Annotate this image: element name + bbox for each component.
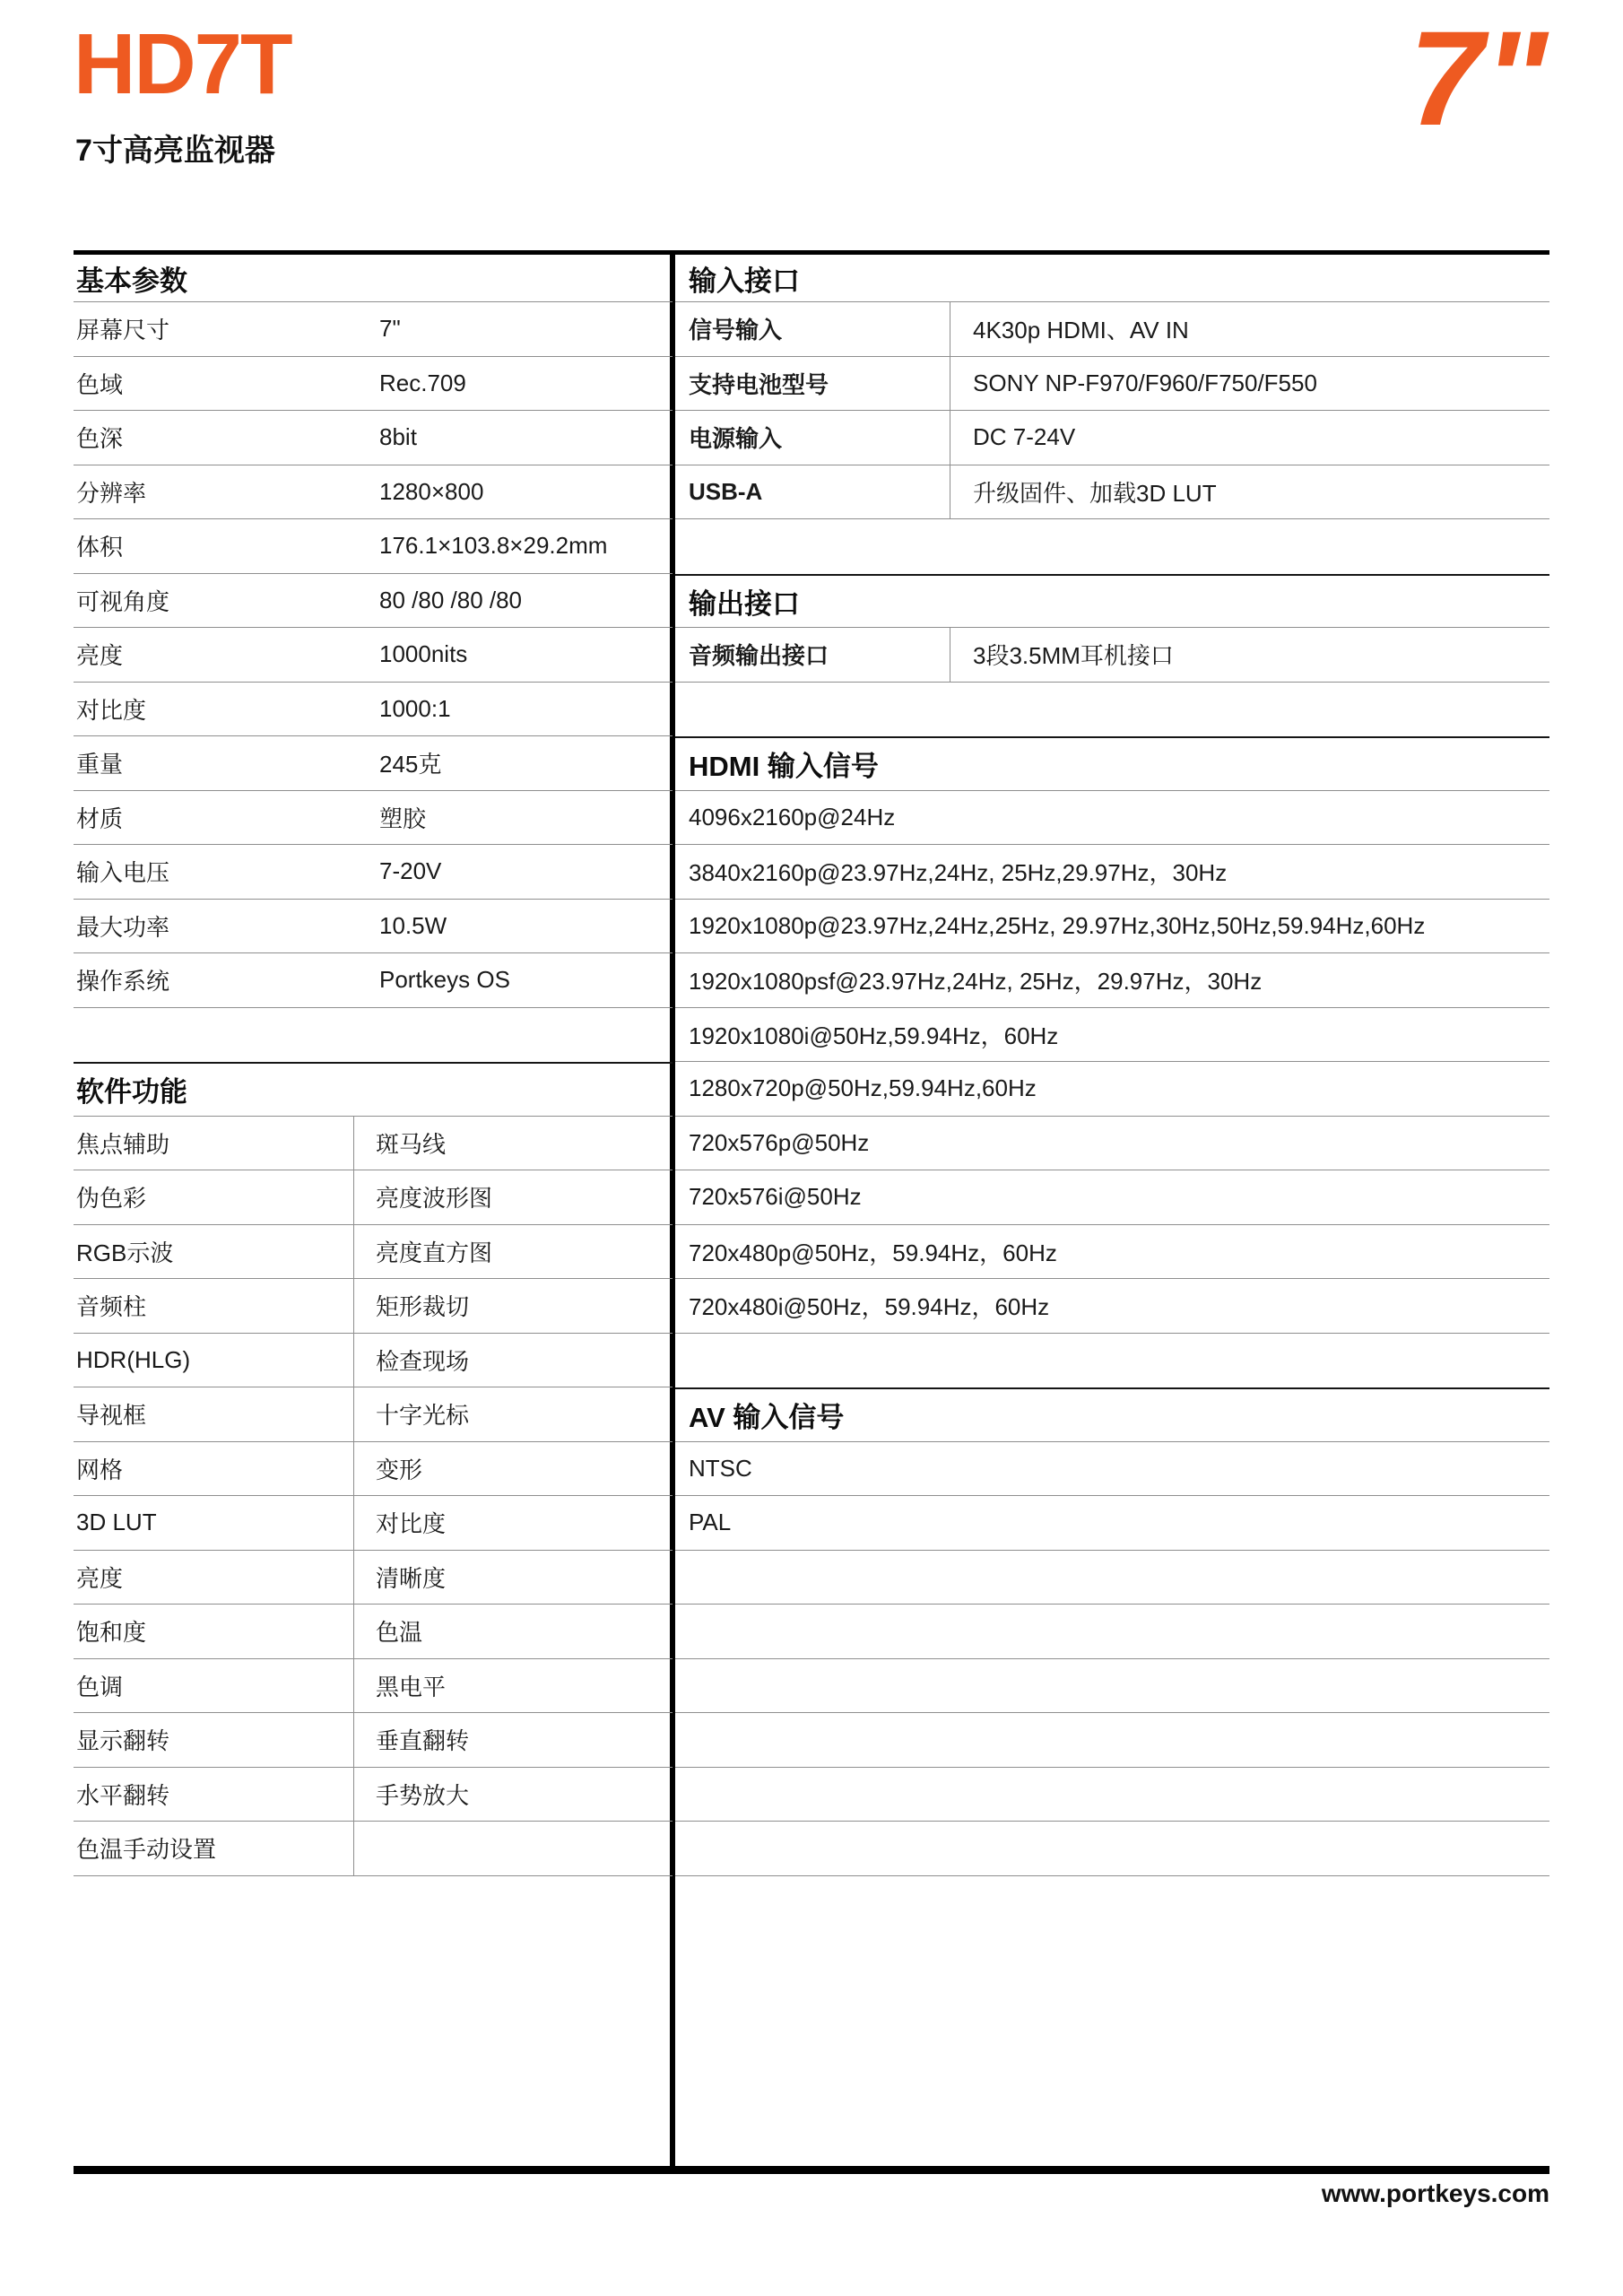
feature-col2: 手势放大 xyxy=(376,1781,470,1809)
feature-col1: 色调 xyxy=(74,1659,354,1713)
feature-col2: 亮度直方图 xyxy=(376,1239,493,1266)
spec-value: Rec.709 xyxy=(379,369,466,396)
empty-row xyxy=(675,519,1549,574)
spec-value: 1280×800 xyxy=(379,477,484,505)
table-row xyxy=(74,465,673,520)
spec-value: 塑胶 xyxy=(379,804,427,832)
spec-label: 色深 xyxy=(76,425,124,453)
hdmi-signal: 720x480i@50Hz，59.94Hz，60Hz xyxy=(689,1293,1050,1321)
table-row xyxy=(675,845,1549,900)
port-label: 音频输出接口 xyxy=(675,628,950,682)
port-value: 3段3.5MM耳机接口 xyxy=(973,642,1174,670)
feature-col1: 音频柱 xyxy=(74,1279,354,1333)
av-signal: PAL xyxy=(689,1509,732,1536)
spec-value: 80 /80 /80 /80 xyxy=(379,586,523,613)
product-model: HD7T xyxy=(74,16,291,112)
output-ports-header-row xyxy=(675,574,1549,629)
spec-label: 体积 xyxy=(76,534,124,561)
feature-col2: 检查现场 xyxy=(376,1347,470,1375)
table-row xyxy=(74,1822,673,1876)
table-row xyxy=(74,791,673,846)
left-column xyxy=(74,255,673,1876)
table-row xyxy=(74,900,673,954)
table-row xyxy=(675,791,1549,846)
software-header-row xyxy=(74,1062,673,1117)
table-row xyxy=(74,1442,673,1497)
hdmi-signal: 720x576p@50Hz xyxy=(689,1128,870,1156)
table-row xyxy=(74,628,673,683)
feature-col1: 显示翻转 xyxy=(74,1713,354,1767)
av-signals-header: AV 输入信号 xyxy=(689,1402,845,1434)
port-value: 升级固件、加载3D LUT xyxy=(973,479,1217,507)
spec-value: 1000:1 xyxy=(379,694,451,722)
hdmi-signal: 3840x2160p@23.97Hz,24Hz, 25Hz,29.97Hz，30Hz xyxy=(689,859,1228,887)
port-value: SONY NP-F970/F960/F750/F550 xyxy=(973,369,1317,396)
spec-value: 1000nits xyxy=(379,640,468,668)
input-ports-header-row xyxy=(675,255,1549,302)
table-row xyxy=(74,1605,673,1659)
feature-col2: 斑马线 xyxy=(376,1130,447,1158)
feature-col2: 清晰度 xyxy=(376,1564,447,1592)
table-row xyxy=(675,628,1549,683)
feature-col2: 垂直翻转 xyxy=(376,1727,470,1755)
feature-col1: 3D LUT xyxy=(74,1496,354,1550)
spec-label: 可视角度 xyxy=(76,587,170,615)
table-row xyxy=(74,1170,673,1225)
hdmi-signal: 1920x1080i@50Hz,59.94Hz，60Hz xyxy=(689,1022,1059,1049)
product-subtitle: 7寸高亮监视器 xyxy=(75,134,275,168)
bottom-rule xyxy=(74,2166,1549,2174)
table-row xyxy=(74,1496,673,1551)
table-row xyxy=(74,1713,673,1768)
feature-col1: 网格 xyxy=(74,1442,354,1496)
software-header: 软件功能 xyxy=(76,1076,187,1109)
feature-col2: 十字光标 xyxy=(376,1402,470,1430)
spec-label: 输入电压 xyxy=(76,859,170,887)
table-row xyxy=(74,574,673,629)
spec-value: 7-20V xyxy=(379,857,442,885)
feature-col2: 色温 xyxy=(376,1619,423,1647)
feature-col1: 色温手动设置 xyxy=(74,1822,354,1875)
empty-row xyxy=(675,1713,1549,1768)
table-row xyxy=(675,302,1549,357)
hdmi-signal: 4096x2160p@24Hz xyxy=(689,803,896,831)
table-row xyxy=(675,1225,1549,1280)
empty-row xyxy=(675,1605,1549,1659)
table-row xyxy=(74,1225,673,1280)
table-row xyxy=(74,1768,673,1822)
hdmi-signals-header-row xyxy=(675,736,1549,791)
port-value: DC 7-24V xyxy=(973,423,1076,451)
empty-row xyxy=(675,1334,1549,1388)
feature-col1: RGB示波 xyxy=(74,1225,354,1279)
spec-label: 亮度 xyxy=(76,642,124,670)
empty-row xyxy=(675,1551,1549,1605)
table-row xyxy=(675,1279,1549,1334)
table-row xyxy=(74,683,673,737)
website-url: www.portkeys.com xyxy=(1321,2179,1549,2207)
table-row xyxy=(675,1170,1549,1225)
spec-label: 对比度 xyxy=(76,696,147,724)
spec-label: 屏幕尺寸 xyxy=(76,317,170,344)
table-row xyxy=(74,1387,673,1442)
av-signal: NTSC xyxy=(689,1454,752,1482)
hdmi-signal: 720x480p@50Hz，59.94Hz，60Hz xyxy=(689,1239,1057,1266)
table-row xyxy=(74,1551,673,1605)
feature-col1: HDR(HLG) xyxy=(74,1334,354,1387)
table-row xyxy=(74,845,673,900)
feature-col2: 亮度波形图 xyxy=(376,1185,493,1213)
table-row xyxy=(74,519,673,574)
table-row xyxy=(675,953,1549,1008)
table-row xyxy=(675,900,1549,954)
port-label: USB-A xyxy=(675,465,950,519)
port-label: 电源输入 xyxy=(675,411,950,465)
hdmi-signal: 1280x720p@50Hz,59.94Hz,60Hz xyxy=(689,1074,1037,1102)
table-row xyxy=(74,1334,673,1388)
spec-value: 8bit xyxy=(379,423,417,451)
spec-value: 10.5W xyxy=(379,911,447,939)
empty-row xyxy=(675,1822,1549,1876)
empty-row xyxy=(74,1008,673,1063)
spec-label: 重量 xyxy=(76,751,124,778)
port-label: 支持电池型号 xyxy=(675,357,950,411)
spec-value: 176.1×103.8×29.2mm xyxy=(379,532,608,560)
spec-label: 材质 xyxy=(76,804,124,832)
feature-col1: 导视框 xyxy=(74,1387,354,1441)
table-row xyxy=(675,1496,1549,1551)
table-row xyxy=(74,1279,673,1334)
table-row xyxy=(74,736,673,791)
hdmi-signals-header: HDMI 输入信号 xyxy=(689,751,879,783)
empty-row xyxy=(675,683,1549,737)
table-row xyxy=(675,411,1549,465)
feature-col1: 饱和度 xyxy=(74,1605,354,1658)
table-row xyxy=(675,1117,1549,1171)
hdmi-signal: 1920x1080p@23.97Hz,24Hz,25Hz, 29.97Hz,30Hz,50Hz,59.94Hz,60Hz xyxy=(689,911,1426,939)
spec-label: 分辨率 xyxy=(76,479,147,507)
hdmi-signal: 720x576i@50Hz xyxy=(689,1183,862,1211)
empty-row xyxy=(675,1768,1549,1822)
hdmi-signal: 1920x1080psf@23.97Hz,24Hz, 25Hz，29.97Hz，30Hz xyxy=(689,968,1263,996)
table-row xyxy=(675,1442,1549,1497)
feature-col2: 黑电平 xyxy=(376,1673,447,1700)
empty-row xyxy=(675,1659,1549,1714)
spec-value: Portkeys OS xyxy=(379,966,510,994)
output-ports-header: 输出接口 xyxy=(689,587,800,620)
table-row xyxy=(74,1117,673,1171)
feature-col1: 水平翻转 xyxy=(74,1768,354,1822)
spec-label: 操作系统 xyxy=(76,968,170,996)
basic-params-header: 基本参数 xyxy=(76,265,187,297)
spec-label: 最大功率 xyxy=(76,913,170,941)
table-row xyxy=(74,357,673,412)
port-value: 4K30p HDMI、AV IN xyxy=(973,317,1189,344)
table-row xyxy=(675,465,1549,520)
spec-value: 245克 xyxy=(379,751,442,778)
feature-col1: 伪色彩 xyxy=(74,1170,354,1224)
table-row xyxy=(74,302,673,357)
table-row xyxy=(74,411,673,465)
feature-col2: 对比度 xyxy=(376,1510,447,1538)
feature-col1: 亮度 xyxy=(74,1551,354,1605)
feature-col2: 变形 xyxy=(376,1456,423,1483)
table-row xyxy=(74,1659,673,1714)
feature-col2: 矩形裁切 xyxy=(376,1293,470,1321)
table-row xyxy=(675,357,1549,412)
right-column xyxy=(675,255,1549,1876)
table-row xyxy=(675,1062,1549,1117)
table-row xyxy=(74,953,673,1008)
spec-label: 色域 xyxy=(76,370,124,398)
feature-col1: 焦点辅助 xyxy=(74,1117,354,1170)
basic-params-header-row xyxy=(74,255,673,302)
size-badge: 7" xyxy=(1409,3,1548,153)
input-ports-header: 输入接口 xyxy=(689,265,800,297)
av-signals-header-row xyxy=(675,1387,1549,1442)
port-label: 信号输入 xyxy=(675,302,950,356)
table-row xyxy=(675,1008,1549,1063)
spec-value: 7" xyxy=(379,315,401,343)
